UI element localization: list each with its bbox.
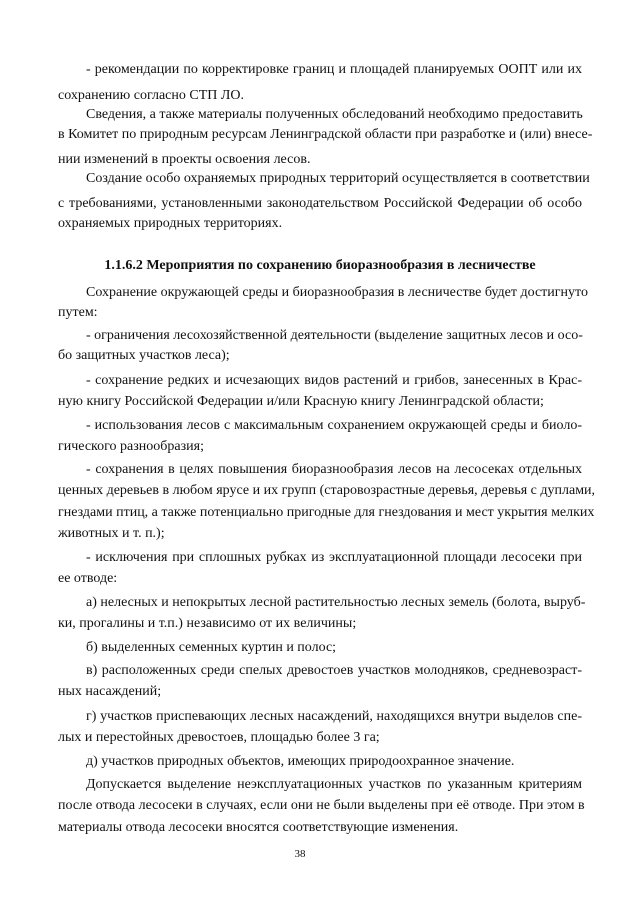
text-line: - использования лесов с максимальным сохранением окружающей среды и биоло- [86, 418, 582, 433]
text-line: а) нелесных и непокрытых лесной растительностью лесных земель (болота, выруб- [86, 595, 586, 610]
text-line: в Комитет по природным ресурсам Ленинградской области при разработке и (или) внесе- [58, 127, 593, 142]
text-line: лых и перестойных древостоев, площадью более 3 га; [58, 730, 380, 745]
text-line: животных и т. п.); [58, 526, 165, 541]
text-line: бо защитных участков леса); [58, 348, 230, 363]
text-line: ную книгу Российской Федерации и/или Красную книгу Ленинградской области; [58, 394, 544, 409]
text-line: ных насаждений; [58, 684, 162, 699]
text-line: охраняемых природных территориях. [58, 216, 283, 231]
page-number: 38 [294, 848, 306, 860]
text-line: ценных деревьев в любом ярусе и их групп (старовозрастные деревья, деревья с дуплами, [58, 483, 596, 498]
text-line: в) расположенных среди спелых древостоев участков молодняков, средневозраст- [86, 663, 582, 678]
text-line: - сохранение редких и исчезающих видов растений и грибов, занесенных в Крас- [86, 373, 582, 388]
text-line: Создание особо охраняемых природных территорий осуществляется в соответствии [86, 171, 590, 186]
text-line: нии изменений в проекты освоения лесов. [58, 152, 311, 167]
text-line: - исключения при сплошных рубках из эксплуатационной площади лесосеки при [86, 550, 582, 565]
text-line: гического разнообразия; [58, 439, 204, 454]
text-line: - сохранения в целях повышения биоразнообразия лесов на лесосеках отдельных [86, 462, 582, 477]
text-line: Допускается выделение неэксплуатационных участков по указанным критериям [86, 777, 582, 792]
section-heading: 1.1.6.2 Мероприятия по сохранению биоразнообразия в лесничестве [104, 258, 536, 273]
text-line: с требованиями, установленными законодательством Российской Федерации об особо [58, 196, 582, 211]
text-line: - ограничения лесохозяйственной деятельности (выделение защитных лесов и осо- [86, 328, 583, 343]
text-line: - рекомендации по корректировке границ и площадей планируемых ООПТ или их [86, 62, 582, 77]
text-line: б) выделенных семенных куртин и полос; [86, 640, 337, 655]
text-line: Сведения, а также материалы полученных обследований необходимо предоставить [86, 107, 583, 122]
text-line: Сохранение окружающей среды и биоразнообразия в лесничестве будет достигнуто [86, 285, 588, 300]
text-line: ки, прогалины и т.п.) независимо от их величины; [58, 616, 357, 631]
text-line: д) участков природных объектов, имеющих природоохранное значение. [86, 754, 515, 769]
text-line: сохранению согласно СТП ЛО. [58, 88, 244, 103]
text-line: после отвода лесосеки в случаях, если они не были выделены при её отводе. При этом в [58, 798, 585, 813]
text-line: гнездами птиц, а также потенциально пригодные для гнездования и мест укрытия мелких [58, 505, 595, 520]
text-line: материалы отвода лесосеки вносятся соответствующие изменения. [58, 820, 459, 835]
text-line: путем: [58, 305, 98, 320]
text-line: ее отводе: [58, 571, 118, 586]
text-line: г) участков приспевающих лесных насаждений, находящихся внутри выделов спе- [86, 709, 582, 724]
